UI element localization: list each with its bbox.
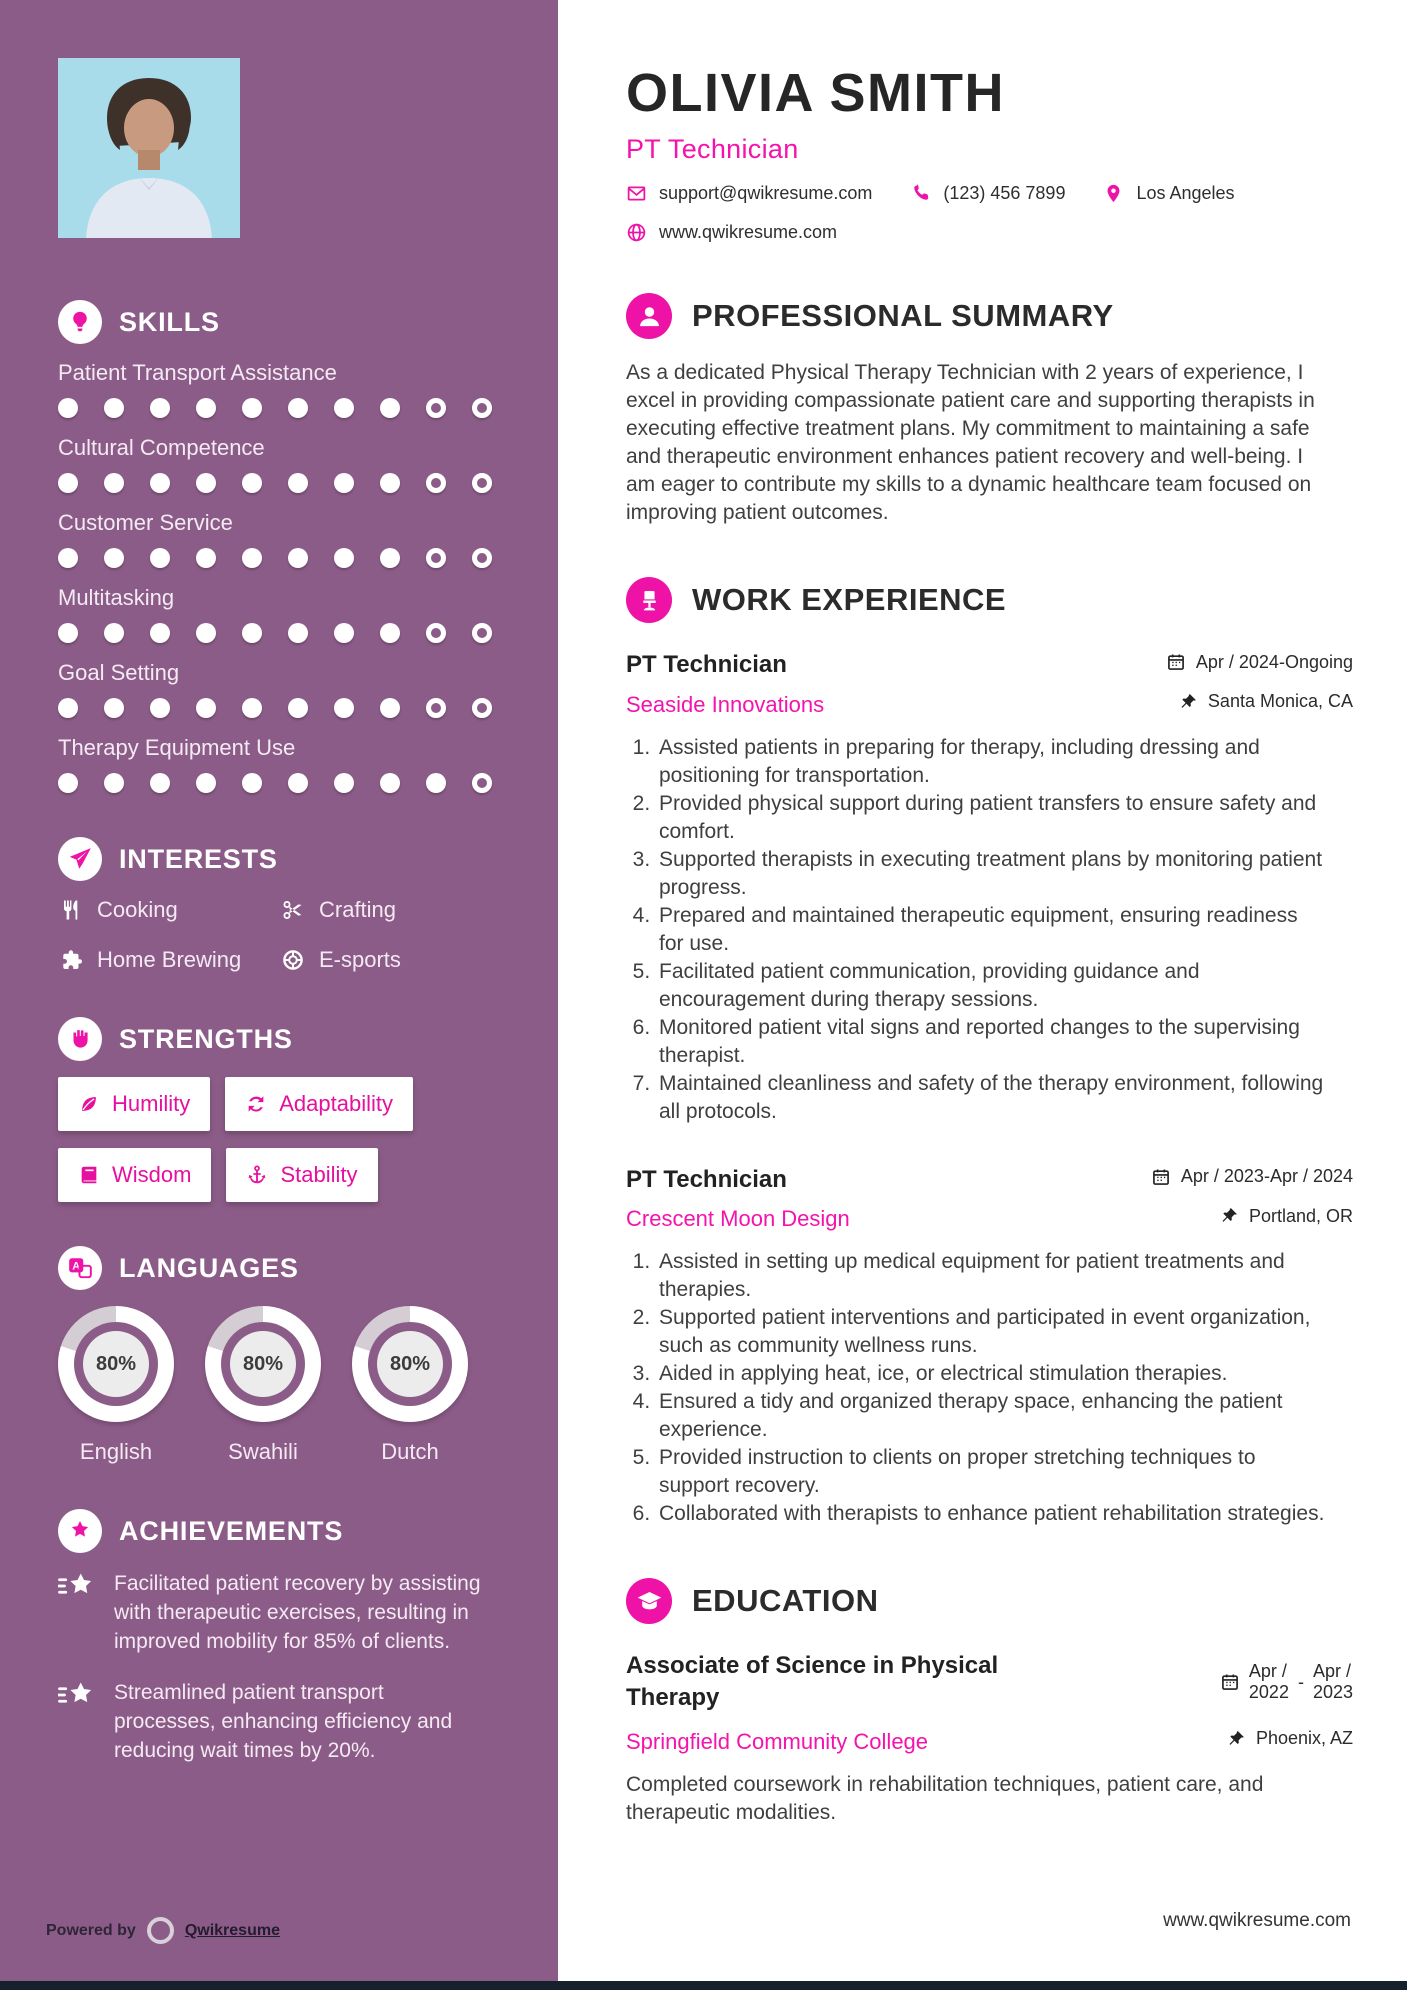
- envelope-icon: [626, 183, 647, 204]
- job-role: PT Technician: [626, 651, 787, 678]
- pushpin-icon: [1226, 1729, 1246, 1749]
- skill-dot-filled: [196, 773, 216, 793]
- achievement-text: Streamlined patient transport processes, enhancing efficiency and reducing wait times by 20%.: [114, 1681, 453, 1762]
- svg-text:A: A: [72, 1260, 81, 1273]
- skill-dot-filled: [58, 398, 78, 418]
- language-progress-ring: [58, 1306, 174, 1422]
- skill-dot-filled: [58, 548, 78, 568]
- skills-title: SKILLS: [119, 306, 220, 337]
- strengths-header: [58, 1017, 538, 1061]
- lightbulb-icon: [58, 300, 102, 344]
- skill-dot-filled: [58, 473, 78, 493]
- summary-text: As a dedicated Physical Therapy Technician with 2 years of experience, I excel in providing compassionate patient care and supporting therapists in executing effective treatment plans. My commitment to maintaining a safe and therapeutic environment enhances patient recovery and well-being. I am eager to contribute my skills to a dynamic healthcare team focused on improving patient outcomes.: [626, 361, 1315, 524]
- skill-label: Multitasking: [58, 585, 175, 610]
- skill-dots: [58, 623, 538, 643]
- languages-title: LANGUAGES: [119, 1252, 299, 1283]
- map-pin-icon: [1103, 183, 1124, 204]
- achievements-list: [58, 1569, 538, 1765]
- office-chair-icon: [626, 577, 672, 623]
- leaf-icon: [78, 1093, 100, 1115]
- skill-dot-filled: [242, 473, 262, 493]
- paper-plane-icon: [58, 837, 102, 881]
- ring-hole: [368, 1322, 452, 1406]
- education-title: EDUCATION: [692, 1583, 879, 1618]
- skill-item: [58, 585, 538, 643]
- job-dates: [1151, 1166, 1353, 1187]
- skill-dot-filled: [150, 473, 170, 493]
- scissors-icon: [280, 897, 306, 923]
- skill-dot-empty: [426, 698, 446, 718]
- calendar-icon: [1166, 652, 1186, 672]
- skill-dot-filled: [150, 548, 170, 568]
- sidebar: [0, 0, 558, 1990]
- skill-label: Goal Setting: [58, 660, 180, 685]
- footer-website[interactable]: www.qwikresume.com: [1163, 1910, 1351, 1931]
- achievement-item: [58, 1678, 488, 1765]
- job-bullet: 3. Supported therapists in executing treatment plans by monitoring patient progress.: [656, 846, 1326, 902]
- interest-item: [58, 947, 280, 973]
- job-bullet: 3. Aided in applying heat, ice, or electrical stimulation therapies.: [656, 1360, 1326, 1388]
- skill-dot-filled: [104, 698, 124, 718]
- graduation-cap-icon: [626, 1578, 672, 1624]
- skill-dots: [58, 773, 538, 793]
- sidebar-footer: [46, 1917, 280, 1944]
- puzzle-icon: [58, 947, 84, 973]
- job-bullet: 1. Assisted patients in preparing for therapy, including dressing and positioning for transportation.: [656, 734, 1326, 790]
- skill-dot-empty: [472, 548, 492, 568]
- skill-dot-filled: [334, 398, 354, 418]
- achievements-header: [58, 1509, 538, 1553]
- summary-header: [626, 293, 1353, 339]
- job-bullet: 6. Monitored patient vital signs and reported changes to the supervising therapist.: [656, 1014, 1326, 1070]
- skill-label: Cultural Competence: [58, 435, 265, 460]
- qwikresume-link[interactable]: Qwikresume: [184, 1921, 280, 1939]
- job-bullet: 1. Assisted in setting up medical equipment for patient treatments and therapies.: [656, 1248, 1326, 1304]
- interests-header: [58, 837, 538, 881]
- job-company: Seaside Innovations: [626, 691, 825, 717]
- experience-header: [626, 577, 1353, 623]
- job-bullet: 4. Ensured a tidy and organized therapy space, enhancing the patient experience.: [656, 1388, 1326, 1444]
- strength-label: Stability: [280, 1162, 358, 1187]
- profile-photo: [58, 58, 240, 238]
- strength-chip: [226, 1148, 377, 1202]
- job-bullet: 7. Maintained cleanliness and safety of the therapy environment, following all protocols.: [656, 1070, 1326, 1126]
- skill-dots: [58, 398, 538, 418]
- phone-item: [910, 183, 1065, 204]
- skill-item: [58, 435, 538, 493]
- job-location: [1178, 691, 1353, 712]
- skill-dot-filled: [196, 398, 216, 418]
- job-title-row: [626, 651, 1353, 679]
- skill-dot-filled: [426, 773, 446, 793]
- strength-label: Humility: [112, 1091, 191, 1116]
- skill-dot-filled: [334, 548, 354, 568]
- skill-dot-empty: [426, 398, 446, 418]
- star-badge-icon: [58, 1509, 102, 1553]
- skill-dot-filled: [334, 473, 354, 493]
- strength-label: Wisdom: [112, 1162, 192, 1187]
- skill-dot-empty: [472, 398, 492, 418]
- language-label: Swahili: [228, 1439, 298, 1464]
- skills-list: [58, 360, 538, 793]
- interests-section: [58, 837, 538, 973]
- skill-dot-empty: [472, 623, 492, 643]
- skill-item: [58, 660, 538, 718]
- interest-label: E-sports: [319, 947, 401, 972]
- skill-dot-filled: [380, 473, 400, 493]
- summary-section: [626, 293, 1353, 527]
- interest-item: [58, 897, 280, 923]
- skill-dot-filled: [380, 623, 400, 643]
- job-bullet: 4. Prepared and maintained therapeutic equipment, ensuring readiness for use.: [656, 902, 1326, 958]
- skill-dot-filled: [150, 623, 170, 643]
- location-item: [1103, 183, 1234, 204]
- skill-dot-filled: [380, 698, 400, 718]
- skill-dot-filled: [150, 773, 170, 793]
- skill-dot-filled: [196, 473, 216, 493]
- skill-dots: [58, 698, 538, 718]
- job-company-row: [626, 1206, 1353, 1233]
- language-progress-ring: [205, 1306, 321, 1422]
- skill-dot-empty: [426, 548, 446, 568]
- job-location-text: Santa Monica, CA: [1207, 691, 1353, 711]
- skills-section: [58, 300, 538, 793]
- job-bullet: 5. Facilitated patient communication, providing guidance and encouragement during therapy sessions.: [656, 958, 1326, 1014]
- website-item: [626, 222, 837, 243]
- strength-chip: [58, 1148, 211, 1202]
- pushpin-icon: [1178, 692, 1198, 712]
- job-title-row: [626, 1166, 1353, 1194]
- interests-title: INTERESTS: [119, 843, 278, 874]
- email-value[interactable]: support@qwikresume.com: [659, 183, 873, 203]
- skill-dot-filled: [334, 698, 354, 718]
- skill-dot-empty: [472, 698, 492, 718]
- skill-dot-filled: [242, 773, 262, 793]
- controller-icon: [280, 947, 306, 973]
- skill-dot-filled: [104, 473, 124, 493]
- jobs-list: [626, 651, 1353, 1528]
- job-entry: [626, 1166, 1353, 1529]
- skill-dot-filled: [288, 548, 308, 568]
- language-percent: 80%: [230, 1331, 296, 1397]
- skill-dot-filled: [150, 398, 170, 418]
- experience-section: [626, 577, 1353, 1528]
- skill-dot-empty: [472, 473, 492, 493]
- experience-title: WORK EXPERIENCE: [692, 582, 1007, 617]
- main-content: [558, 0, 1407, 1990]
- skill-dot-filled: [196, 623, 216, 643]
- languages-section: [58, 1246, 538, 1465]
- language-item: [58, 1306, 174, 1465]
- portrait-image: [58, 58, 240, 238]
- skill-dot-filled: [196, 548, 216, 568]
- skill-dot-filled: [242, 398, 262, 418]
- email-item: [626, 183, 872, 204]
- location-value: Los Angeles: [1136, 183, 1235, 203]
- skill-label: Customer Service: [58, 510, 233, 535]
- job-bullet-list: [626, 1248, 1326, 1528]
- skill-dot-empty: [426, 623, 446, 643]
- skill-dot-filled: [288, 398, 308, 418]
- language-label: Dutch: [381, 1439, 439, 1464]
- skill-dot-filled: [58, 623, 78, 643]
- strengths-title: STRENGTHS: [119, 1023, 293, 1054]
- skill-dots: [58, 548, 538, 568]
- skill-dot-filled: [288, 698, 308, 718]
- education-start-date: Apr / 2022: [1248, 1661, 1289, 1702]
- summary-title: PROFESSIONAL SUMMARY: [692, 298, 1114, 333]
- person-job-title: PT Technician: [626, 134, 799, 164]
- calendar-icon: [1220, 1672, 1240, 1692]
- interest-label: Crafting: [319, 897, 397, 922]
- interest-item: [280, 897, 538, 923]
- skill-dot-filled: [104, 398, 124, 418]
- languages-list: [58, 1306, 538, 1465]
- job-bullet-list: [626, 734, 1326, 1126]
- language-percent: 80%: [83, 1331, 149, 1397]
- utensils-icon: [58, 897, 84, 923]
- translate-icon: [58, 1246, 102, 1290]
- calendar-icon: [1151, 1167, 1171, 1187]
- education-degree-row: [626, 1650, 1353, 1714]
- strength-chip: [225, 1077, 413, 1131]
- strength-chip: [58, 1077, 210, 1131]
- education-location: Phoenix, AZ: [1226, 1728, 1353, 1749]
- skill-dot-empty: [426, 473, 446, 493]
- strengths-section: [58, 1017, 538, 1202]
- skill-label: Patient Transport Assistance: [58, 360, 337, 385]
- strength-label: Adaptability: [279, 1091, 393, 1116]
- skill-dot-filled: [334, 773, 354, 793]
- skill-dot-filled: [288, 773, 308, 793]
- education-section: [626, 1578, 1353, 1827]
- date-separator: -: [1297, 1671, 1304, 1692]
- languages-header: [58, 1246, 538, 1290]
- job-dates: [1166, 652, 1353, 673]
- job-role: PT Technician: [626, 1165, 787, 1193]
- globe-icon: [626, 222, 647, 243]
- interests-list: [58, 897, 538, 973]
- skill-dot-filled: [288, 623, 308, 643]
- job-bullet: 2. Supported patient interventions and participated in event organization, such as community wellness runs.: [656, 1304, 1326, 1360]
- job-bullet: 5. Provided instruction to clients on proper stretching techniques to support recovery.: [656, 1444, 1326, 1500]
- job-dates-text: Apr / 2024-Ongoing: [1195, 651, 1353, 672]
- website-value[interactable]: www.qwikresume.com: [659, 222, 838, 242]
- skill-item: [58, 735, 538, 793]
- skill-dot-filled: [380, 773, 400, 793]
- achievement-text: Facilitated patient recovery by assisting with therapeutic exercises, resulting in improved mobility for 85% of clients.: [114, 1572, 481, 1653]
- bottom-accent-bar: [0, 1981, 1407, 1990]
- contact-row-2: [626, 222, 1353, 243]
- skill-item: [58, 510, 538, 568]
- language-progress-ring: [352, 1306, 468, 1422]
- job-entry: [626, 651, 1353, 1126]
- person-icon: [626, 293, 672, 339]
- skills-header: [58, 300, 538, 344]
- interest-label: Home Brewing: [97, 947, 242, 972]
- school-name: Springfield Community College: [626, 1728, 929, 1754]
- pushpin-icon: [1219, 1206, 1239, 1226]
- skill-dot-filled: [242, 548, 262, 568]
- strengths-list: [58, 1077, 518, 1202]
- qwikresume-logo-icon: [147, 1917, 174, 1944]
- skill-dot-filled: [196, 698, 216, 718]
- ring-hole: [221, 1322, 305, 1406]
- anchor-icon: [246, 1164, 268, 1186]
- education-description: Completed coursework in rehabilitation techniques, patient care, and therapeutic modalities.: [626, 1772, 1264, 1824]
- achievements-title: ACHIEVEMENTS: [119, 1515, 344, 1546]
- fist-icon: [58, 1017, 102, 1061]
- refresh-icon: [245, 1093, 267, 1115]
- contact-row-1: [626, 183, 1353, 204]
- skill-dot-filled: [380, 548, 400, 568]
- skill-dot-filled: [380, 398, 400, 418]
- skill-dot-filled: [334, 623, 354, 643]
- degree-name: Associate of Science in Physical Therapy: [626, 1652, 999, 1711]
- skill-dot-filled: [104, 773, 124, 793]
- job-bullet: 2. Provided physical support during patient transfers to ensure safety and comfort.: [656, 790, 1326, 846]
- person-name: OLIVIA SMITH: [626, 63, 1005, 123]
- job-location: [1219, 1206, 1353, 1227]
- skill-dot-filled: [104, 548, 124, 568]
- skill-dot-filled: [242, 623, 262, 643]
- education-dates: [1220, 1650, 1353, 1714]
- skill-dot-empty: [472, 773, 492, 793]
- job-location-text: Portland, OR: [1248, 1205, 1353, 1226]
- language-item: [352, 1306, 468, 1465]
- skill-dot-filled: [288, 473, 308, 493]
- ring-hole: [74, 1322, 158, 1406]
- achievement-item: [58, 1569, 488, 1656]
- job-company-row: [626, 691, 1353, 718]
- skill-dot-filled: [104, 623, 124, 643]
- job-bullet: 6. Collaborated with therapists to enhance patient rehabilitation strategies.: [656, 1500, 1326, 1528]
- skill-dot-filled: [58, 773, 78, 793]
- education-school-row: [626, 1728, 1353, 1755]
- education-header: [626, 1578, 1353, 1624]
- language-percent: 80%: [377, 1331, 443, 1397]
- skill-item: [58, 360, 538, 418]
- skill-dot-filled: [242, 698, 262, 718]
- skill-dot-filled: [150, 698, 170, 718]
- education-end-date: Apr / 2023: [1312, 1661, 1353, 1702]
- shooting-star-icon: [58, 1569, 98, 1656]
- skill-dot-filled: [58, 698, 78, 718]
- book-icon: [78, 1164, 100, 1186]
- job-dates-text: Apr / 2023-Apr / 2024: [1180, 1166, 1353, 1186]
- shooting-star-icon: [58, 1678, 98, 1765]
- skill-dots: [58, 473, 538, 493]
- achievements-section: [58, 1509, 538, 1765]
- language-label: English: [79, 1439, 153, 1464]
- phone-icon: [910, 183, 931, 204]
- job-company: Crescent Moon Design: [626, 1206, 850, 1231]
- language-item: [205, 1306, 321, 1465]
- skill-label: Therapy Equipment Use: [58, 735, 296, 760]
- interest-label: Cooking: [97, 897, 178, 922]
- powered-by-label: Powered by: [46, 1921, 136, 1939]
- interest-item: [280, 947, 538, 973]
- phone-value[interactable]: (123) 456 7899: [943, 183, 1066, 203]
